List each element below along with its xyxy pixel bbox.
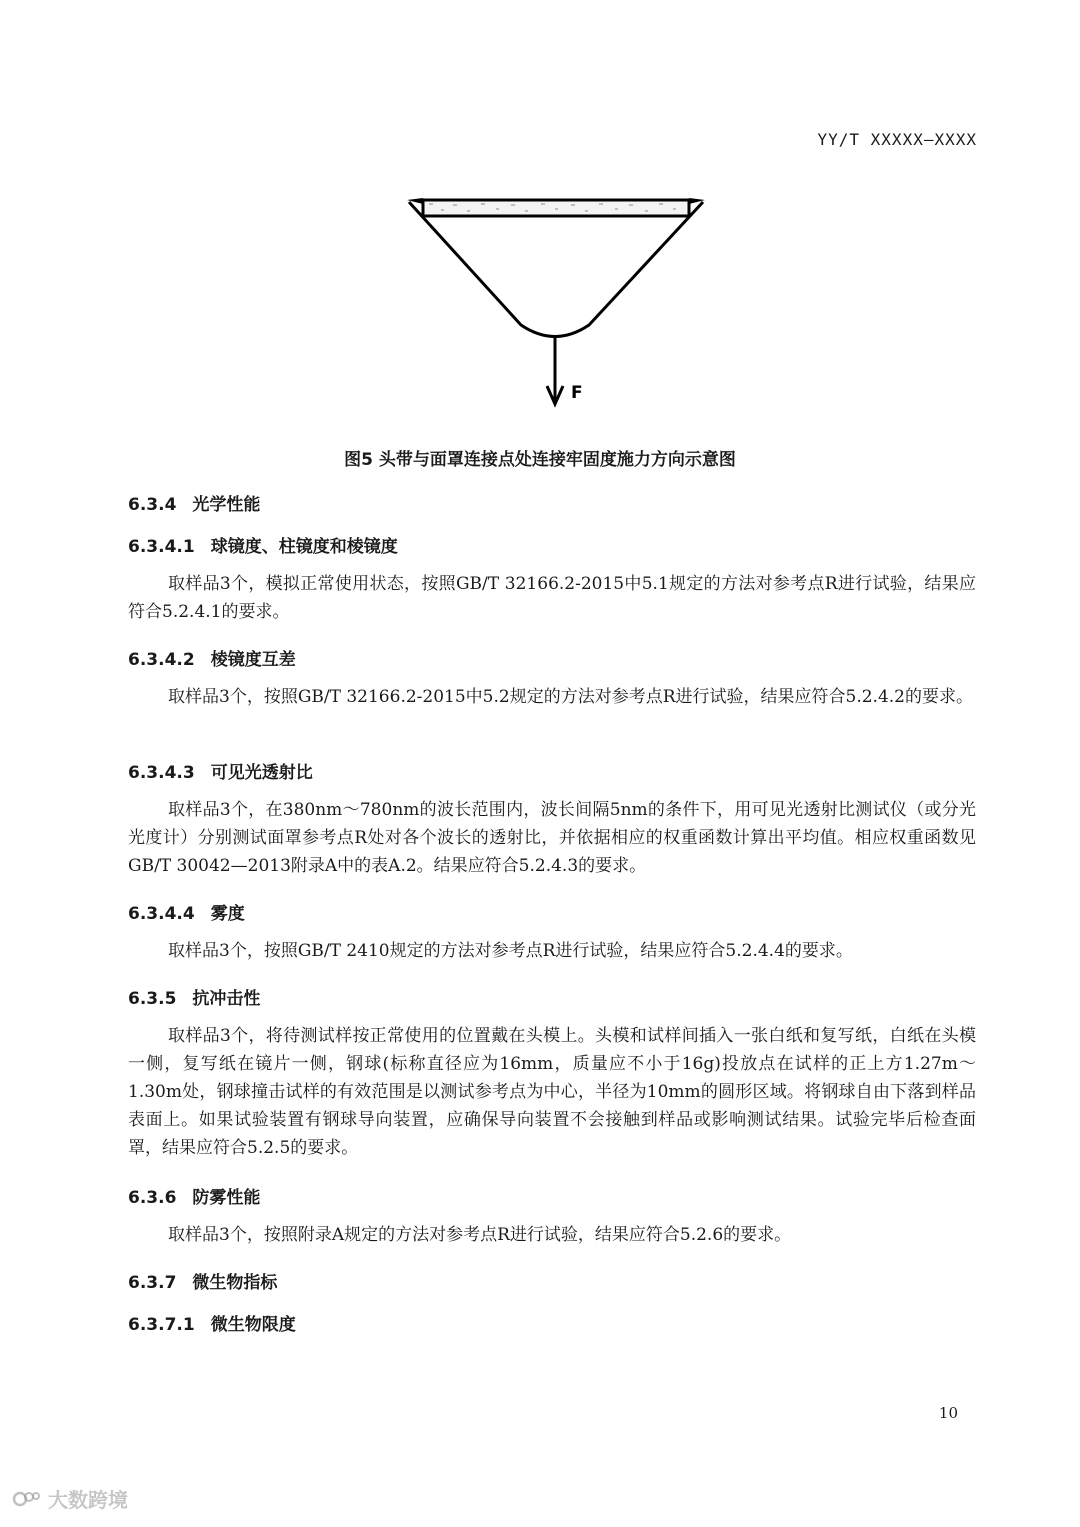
- mask-panel: [423, 200, 689, 216]
- section-title: 微生物指标: [192, 1273, 278, 1293]
- section-title: 防雾性能: [192, 1188, 261, 1208]
- paragraph: 取样品3个，将待测试样按正常使用的位置戴在头模上。头模和试样间插入一张白纸和复写纸，白纸在头模一侧，复写纸在镜片一侧，钢球(标称直径应为16mm，质量应不小于16g)投放点在试样的正上方1.27m～1.30m处，钢球撞击试样的有效范围是以测试参考点为中心，半径为10mm的圆形区域。将钢球自由下落到样品表面上。如果试验装置有钢球导向装置，应确保导向装置不会接触到样品或影响测试结果。试验完毕后检查面罩，结果应符合5.2.5的要求。: [128, 1026, 976, 1158]
- section-number: 6.3.4.1: [128, 537, 195, 557]
- section-number: 6.3.4: [128, 495, 177, 515]
- paragraph: 取样品3个，模拟正常使用状态，按照GB/T 32166.2-2015中5.1规定的方法对参考点R进行试验，结果应符合5.2.4.1的要求。: [128, 574, 976, 622]
- section-title: 球镜度、柱镜度和棱镜度: [210, 537, 398, 557]
- section-title: 抗冲击性: [192, 989, 261, 1009]
- section-heading: [128, 984, 260, 1009]
- section-heading: [128, 1268, 277, 1293]
- section-title: 雾度: [210, 904, 245, 924]
- watermark-text: 大数跨境: [48, 1488, 128, 1512]
- paragraph: 取样品3个，按照GB/T 2410规定的方法对参考点R进行试验，结果应符合5.2.4.4的要求。: [168, 941, 853, 961]
- section-title: 光学性能: [192, 495, 261, 515]
- section-heading: [128, 1183, 260, 1208]
- section-heading: [128, 758, 313, 783]
- section-number: 6.3.5: [128, 989, 177, 1009]
- section-title: 微生物限度: [210, 1315, 296, 1335]
- section-title: 棱镜度互差: [210, 650, 296, 670]
- section-number: 6.3.4.4: [128, 904, 195, 924]
- section-number: 6.3.4.3: [128, 763, 195, 783]
- watermark: [12, 1484, 128, 1513]
- section-heading: [128, 645, 296, 670]
- section-number: 6.3.7: [128, 1273, 177, 1293]
- headband-strap: [409, 202, 703, 337]
- paragraph: 取样品3个，在380nm～780nm的波长范围内，波长间隔5nm的条件下，用可见光透射比测试仪（或分光光度计）分别测试面罩参考点R处对各个波长的透射比，并依据相应的权重函数计算出平均值。相应权重函数见GB/T 30042—2013附录A中的表A.2。结果应符合5.2.4.3的要求。: [128, 800, 976, 876]
- document-code: YY/T XXXXX—XXXX: [817, 130, 977, 149]
- section-number: 6.3.4.2: [128, 650, 195, 670]
- page-number: 10: [938, 1404, 958, 1422]
- force-direction-diagram: [395, 190, 715, 410]
- section-heading: [128, 490, 260, 515]
- watermark-logo-icon: [12, 1488, 42, 1510]
- figure-caption: 图5 头带与面罩连接点处连接牢固度施力方向示意图: [344, 450, 736, 470]
- section-heading: [128, 1310, 296, 1335]
- force-label: F: [571, 383, 583, 403]
- section-heading: [128, 532, 398, 557]
- section-heading: [128, 899, 245, 924]
- paragraph: 取样品3个，按照附录A规定的方法对参考点R进行试验，结果应符合5.2.6的要求。: [168, 1225, 792, 1245]
- paragraph: 取样品3个，按照GB/T 32166.2-2015中5.2规定的方法对参考点R进行试验，结果应符合5.2.4.2的要求。: [168, 687, 973, 707]
- section-title: 可见光透射比: [210, 763, 313, 783]
- section-number: 6.3.6: [128, 1188, 177, 1208]
- section-number: 6.3.7.1: [128, 1315, 195, 1335]
